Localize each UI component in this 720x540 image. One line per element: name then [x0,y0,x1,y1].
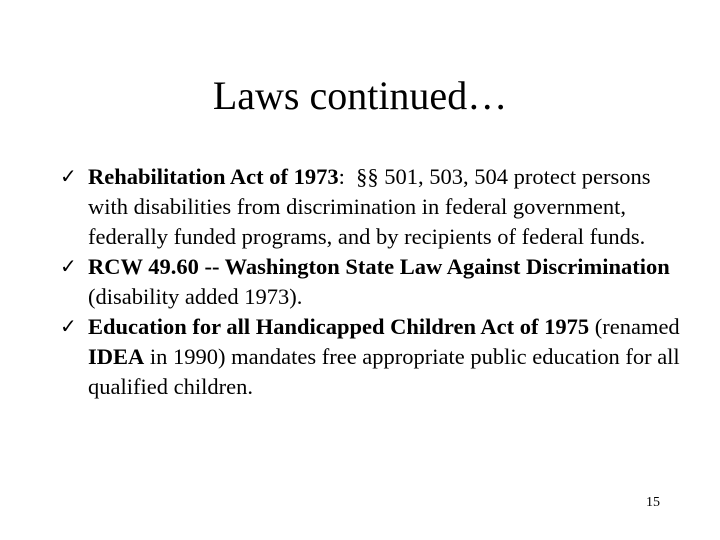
colon: : [338,164,345,189]
law-acronym: IDEA [88,344,145,369]
law-name: RCW 49.60 -- Washington State Law Against Discrimination [88,254,670,279]
bullet-rehabilitation-act [60,162,680,252]
bullet-rcw-49-60 [60,252,680,312]
page-number: 15 [646,495,660,510]
checkmark-icon: ✓ [60,256,77,278]
checkmark-icon: ✓ [60,316,77,338]
law-description: §§ 501, 503, 504 protect persons with disabilities from discrimination in federal government, federally funded programs, and by recipients of federal funds. [88,164,657,249]
slide-title: Laws continued… [212,73,508,118]
law-description: (disability added 1973). [88,284,303,309]
law-name: Rehabilitation Act of 1973 [88,164,339,189]
law-description: in 1990) mandates free appropriate public education for all qualified children. [88,344,680,399]
law-description-prefix: (renamed [589,314,680,339]
law-name: Education for all Handicapped Children Act of 1975 [88,314,590,339]
bullet-list [60,162,680,402]
bullet-education-handicapped-children-act [60,312,680,402]
checkmark-icon: ✓ [60,166,77,188]
